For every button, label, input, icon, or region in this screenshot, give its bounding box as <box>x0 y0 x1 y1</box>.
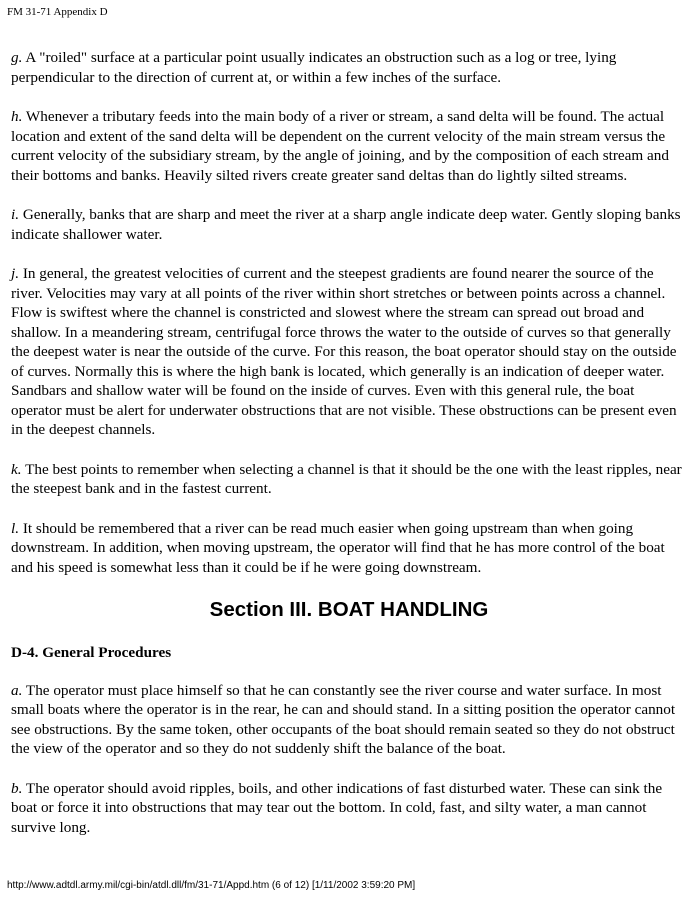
paragraph-text: The best points to remember when selecting a channel is that it should be the one with the least ripples, near the steepest bank and in the fastest current. <box>11 460 682 497</box>
paragraph-k <box>11 460 687 499</box>
paragraph-g <box>11 48 687 87</box>
paragraph-marker: b. <box>11 779 23 797</box>
paragraph-h <box>11 107 687 185</box>
paragraph-text: The operator should avoid ripples, boils, and other indications of fast disturbed water. These can sink the boat or force it into obstructions that may tear out the bottom. In cold, fast, and silty water, a man cannot survive long. <box>11 779 663 836</box>
paragraph-text: A "roiled" surface at a particular point usually indicates an obstruction such as a log or tree, lying perpendicular to the direction of current at, or within a few inches of the surface. <box>11 49 617 86</box>
paragraph-l <box>11 519 687 578</box>
paragraph-text: Generally, banks that are sharp and meet the river at a sharp angle indicate deep water. Gently sloping banks indicate shallower water. <box>11 206 681 243</box>
page-footer-url: http://www.adtdl.army.mil/cgi-bin/atdl.dll/fm/31-71/Appd.htm (6 of 12) [1/11/2002 3:59:20 PM] <box>7 880 416 891</box>
section-title: Section III. BOAT HANDLING <box>209 598 489 621</box>
running-header: FM 31-71 Appendix D <box>7 6 108 18</box>
paragraph-marker: l. <box>11 519 20 537</box>
paragraph-b <box>11 779 687 838</box>
paragraph-marker: i. <box>11 206 20 223</box>
paragraph-text: Whenever a tributary feeds into the main body of a river or stream, a sand delta will be found. The actual location and extent of the sand delta will be dependent on the current velocity of the main stream versus the current velocity of the subsidiary stream, by the angle of joining, and by the composition of each stream and their bottoms and banks. Heavily silted rivers create greater sand deltas than do lightly silted streams. <box>11 108 669 184</box>
paragraph-text: The operator must place himself so that he can constantly see the river course and water surface. In most small boats where the operator is in the rear, he can and should stand. In a sitting position the operator cannot see obstructions. By the same token, other occupants of the boat should remain seated so they do not obstruct the view of the operator and so they do not suddenly shift the balance of the boat. <box>11 681 676 757</box>
paragraph-text: In general, the greatest velocities of current and the steepest gradients are found nearer the source of the river. Velocities may vary at all points of the river within short stretches or between points across a channel. Flow is swiftest where the channel is constricted and slowest where the stream can spread out broad and shallow. In a meandering stream, centrifugal force throws the water to the outside of curves so that generally the deepest water is near the outside of the curve. For this reason, the boat operator should stay on the outside of curves. Normally this is where the high bank is located, which generally is an indication of deeper water. Sandbars and shallow water will be found on the inside of curves. Even with this general rule, the boat operator must be alert for underwater obstructions that are not visible. These obstructions can be present even in the deepest channels. <box>11 265 677 438</box>
paragraph-j <box>11 264 687 440</box>
paragraph-marker: k. <box>11 460 22 478</box>
paragraph-marker: j. <box>11 265 20 282</box>
paragraph-marker: g. <box>11 49 23 66</box>
paragraph-text: It should be remembered that a river can be read much easier when going upstream than when going downstream. In addition, when moving upstream, the operator will find that he has more control of the boat and his speed is somewhat less than it could be if he were going downstream. <box>11 519 665 576</box>
paragraph-a <box>11 681 687 759</box>
paragraph-marker: h. <box>11 108 23 125</box>
paragraph-marker: a. <box>11 681 23 699</box>
paragraph-i <box>11 205 687 244</box>
subheading: D-4. General Procedures <box>11 644 172 661</box>
document-body <box>11 48 687 857</box>
